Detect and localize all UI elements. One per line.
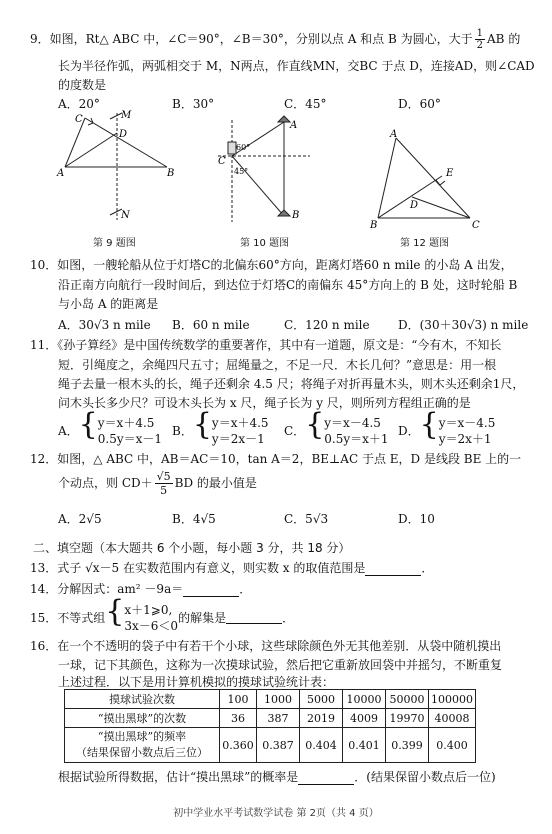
fig9-caption: 第 9 题图 [93,238,136,249]
q10-line2: 沿正南方向航行一段时间后，到达位于灯塔C的南偏东 45°方向上的 B 处，这时轮船 B [58,278,518,292]
fig9-label-c: C [75,114,83,125]
q12-option-d: D．10 [398,512,435,526]
q9-option-c: C．45° [284,97,327,111]
q10-line1: 10．如图，一艘轮船从位于灯塔C的北偏东60°方向，距离灯塔60 n mile 的小岛 A 出发， [30,258,513,272]
q12-line2: 个动点，则 CD＋ $\frac{√5}{5}$ BD 的最小值是 [58,470,257,497]
figure-10 [212,112,316,230]
fig10-label-a60: 60° [236,143,251,152]
table-row: “摸出黑球”的次数 36 387 2019 4009 19970 40008 [65,709,476,728]
q10-option-c: C．120 n mile [284,318,370,332]
q16-line1: 16．在一个不透明的袋子中有若干个小球，这些球除颜色外无其他差别．从袋中随机摸出 [30,639,502,653]
fig10-label-a: A [290,120,298,131]
q10-option-d: D．(30＋30√3) n mile [398,318,529,332]
fig12-label-b: B [370,220,378,231]
fig12-label-e: E [446,168,454,179]
q9-fraction: $\frac{1}{2}$ [476,28,484,51]
fig9-label-n: N [121,210,130,221]
q14: 14．分解因式：am² －9a＝ ． [30,582,252,596]
q12-line1: 12．如图，△ ABC 中，AB＝AC＝10，tan A＝2，BE⊥AC 于点 E，D 是线段 BE 上的一 [30,452,522,466]
q9-option-b: B．30° [172,97,215,111]
q14-answer-blank [183,584,239,597]
q10-line3: 与小岛 A 的距离是 [58,297,159,311]
figure-9 [55,110,185,228]
q16-last-line: 根据试验所得数据，估计“摸出黑球”的概率是 ．(结果保留小数点后一位) [58,770,496,784]
q11-line3: 绳子去量一根木头的长，绳子还剩余 4.5 尺；将绳子对折再量木头，则木头还剩余1尺， [58,377,525,391]
q16-stats-table [64,689,476,763]
q12-fraction: $\frac{√5}{5}$ [156,470,171,497]
q11-option-b: B．{ y＝x＋4.5 y＝2x－1 [172,407,269,446]
page-footer: 初中学业水平考试数学试卷 第 2页（共 4 页） [173,808,379,819]
fig10-label-a45: 45° [234,167,249,176]
table-row: “摸出黑球”的频率 （结果保留小数点后三位） 0.360 0.387 0.404 0.401 0.399 0.400 [65,728,476,763]
q10-option-a: A．30√3 n mile [58,318,151,332]
q12-option-a: A．2√5 [58,512,102,526]
q12-option-c: C．5√3 [284,512,329,526]
q16-line2: 一球，记下其颜色，这称为一次摸球试验，然后把它重新放回袋中并摇匀，不断重复 [58,658,503,672]
fig12-label-c: C [472,220,480,231]
q9-line1: 9．如图，Rt△ ABC 中，∠C＝90°，∠B＝30°，分别以点 A 和点 B 为圆心，大于 $\frac{1}{2}$ AB 的 [30,28,521,51]
section-2-heading: 二、填空题（本大题共 6 个小题，每小题 3 分，共 18 分） [33,541,351,555]
q11-line4: 问木头长多少尺？可设木头长为 x 尺，绳子长为 y 尺，则所列方程组正确的是 [58,396,471,410]
figure-12 [368,126,488,232]
q13-answer-blank [365,563,421,576]
q13: 13．式子 √x－5 在实数范围内有意义，则实数 x 的取值范围是 ． [30,561,434,575]
fig9-label-b: B [167,168,175,179]
q11-option-c: C．{ y＝x－4.5 0.5y＝x＋1 [284,407,389,446]
fig9-label-a: A [57,168,65,179]
q12-option-b: B．4√5 [172,512,216,526]
fig10-caption: 第 10 题图 [240,238,290,249]
q9-option-a: A．20° [58,97,100,111]
fig9-label-d: D [119,129,128,140]
table-row: 摸球试验次数 100 1000 5000 10000 50000 100000 [65,690,476,709]
fig12-label-a: A [390,129,398,140]
q11-line1: 11．《孙子算经》是中国传统数学的重要著作，其中有一道题，原文是：“今有木，不知长 [30,338,502,352]
q11-line2: 短．引绳度之，余绳四尺五寸；屈绳量之，不足一尺．木长几何？”意思是：用一根 [58,358,497,372]
fig10-label-b: B [292,210,300,221]
q16-line3: 上述过程．以下是用计算机模拟的摸球试验统计表： [58,675,335,689]
fig12-label-d: D [410,200,419,211]
fig12-caption: 第 12 题图 [400,238,450,249]
q15: 15．不等式组{ x＋1⩾0, 3x－6＜0 的解集是 ． [30,594,295,633]
q15-answer-blank [226,611,282,624]
q10-option-b: B．60 n mile [172,318,250,332]
q16-answer-blank [298,772,354,785]
fig9-label-m: M [121,110,132,121]
q9-line3: 的度数是 [58,78,107,92]
q9-line2: 长为半径作弧，两弧相交于 M，N两点，作直线MN，交BC 于点 D，连接AD，则∠CAD [58,59,535,73]
q11-option-a: A．{ y＝x＋4.5 0.5y＝x－1 [58,407,163,446]
q11-option-d: D．{ y＝x－4.5 y＝2x＋1 [398,407,496,446]
fig10-label-c: C [218,156,226,167]
q9-option-d: D．60° [398,97,441,111]
